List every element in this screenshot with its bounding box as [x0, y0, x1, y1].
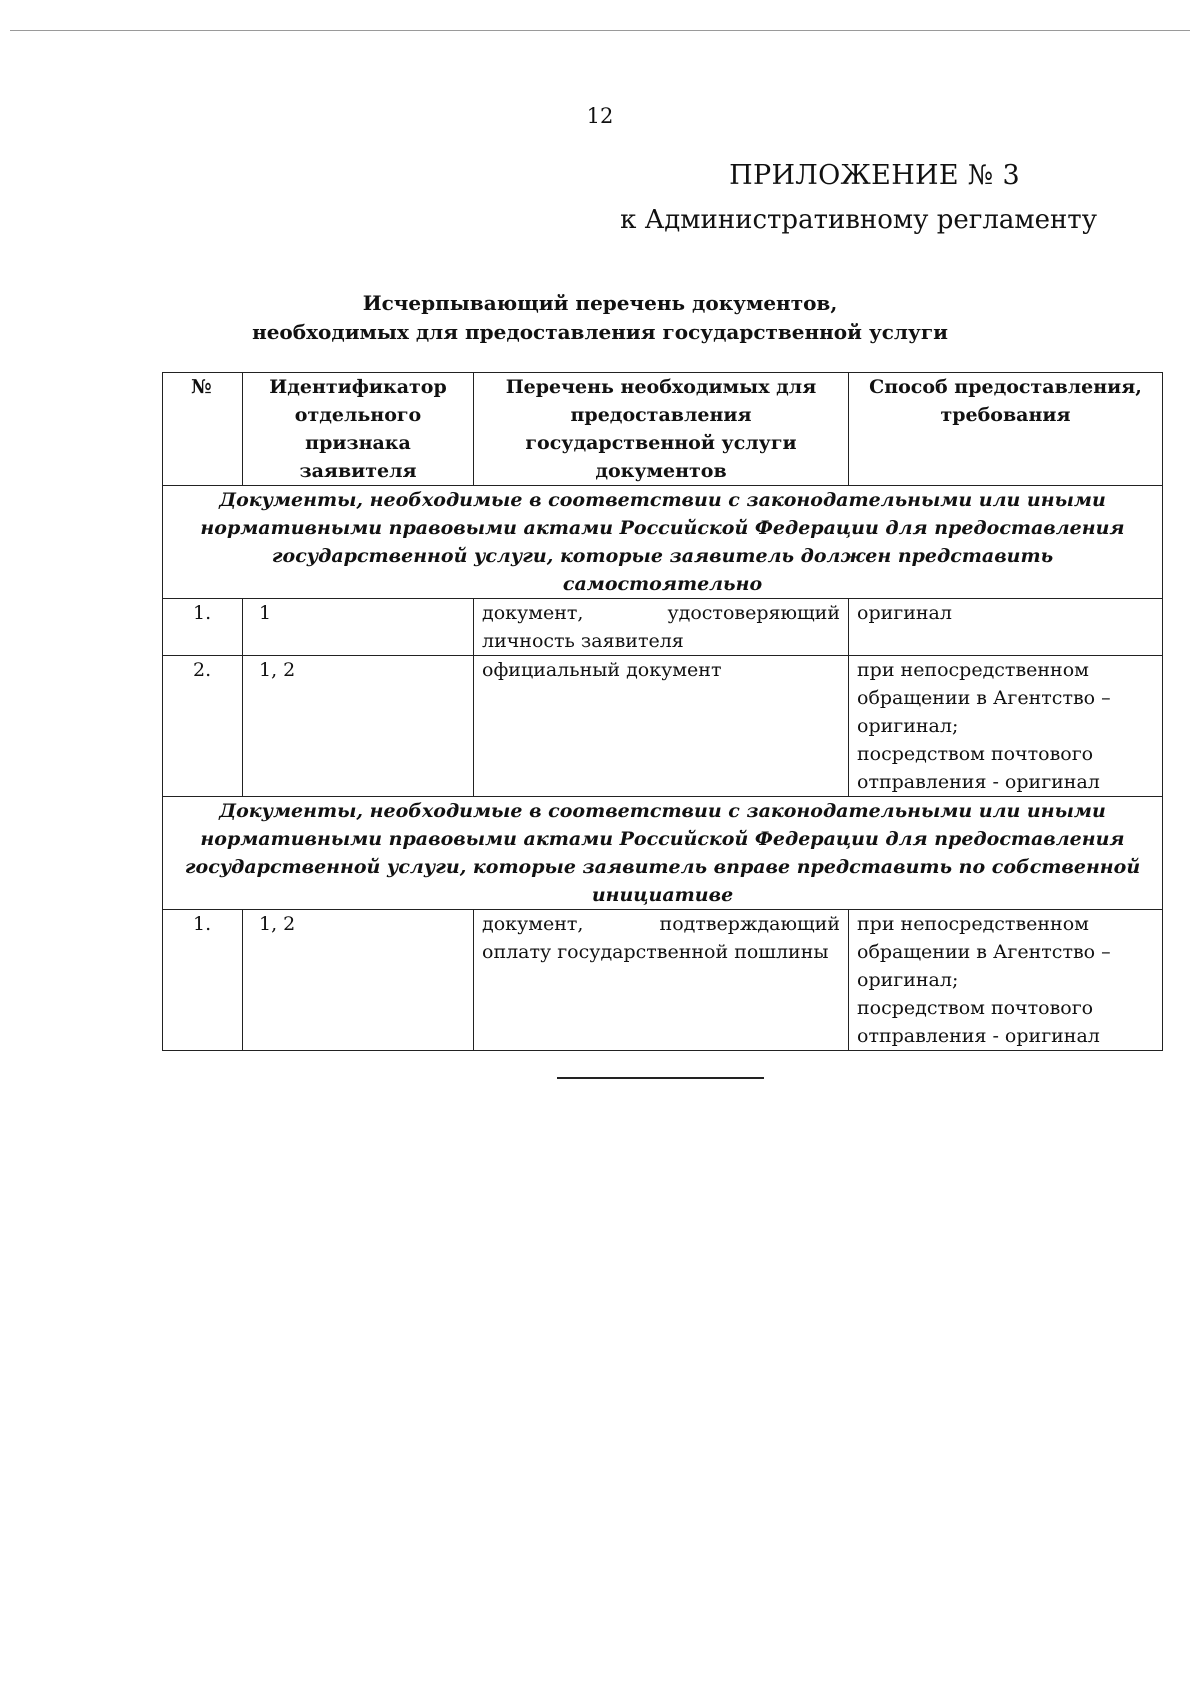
row-document: документ, подтверждающий оплату государственной пошлины	[474, 910, 849, 1051]
section-row	[163, 797, 1163, 910]
page-number: 12	[586, 104, 614, 128]
row-method	[849, 599, 1163, 656]
section-1-title: Документы, необходимые в соответствии с законодательными или иными нормативными правовыми актами Российской Федерации для предоставления государственной услуги, которые заявитель должен представить самостоятельно	[163, 486, 1163, 599]
table-row	[163, 599, 1163, 656]
row-number: 2.	[163, 656, 243, 797]
row-identifier: 1, 2	[243, 656, 474, 797]
header-number: №	[163, 373, 243, 486]
appendix-title: ПРИЛОЖЕНИЕ № 3	[729, 160, 1020, 191]
row-method-line: посредством почтового отправления - оригинал	[857, 743, 1100, 793]
row-method	[849, 910, 1163, 1051]
scan-edge-line	[10, 30, 1190, 31]
row-method-line: при непосредственном обращении в Агентство – оригинал;	[857, 913, 1111, 991]
table-header-row	[163, 373, 1163, 486]
row-document: официальный документ	[474, 656, 849, 797]
row-identifier: 1, 2	[243, 910, 474, 1051]
row-method-line: при непосредственном обращении в Агентство – оригинал;	[857, 659, 1111, 737]
section-2-title: Документы, необходимые в соответствии с законодательными или иными нормативными правовыми актами Российской Федерации для предоставления государственной услуги, которые заявитель вправе представить по собственной инициативе	[163, 797, 1163, 910]
appendix-subtitle: к Административному регламенту	[620, 205, 1097, 235]
documents-table	[162, 372, 1163, 1051]
section-row	[163, 486, 1163, 599]
header-documents: Перечень необходимых для предоставления государственной услуги документов	[474, 373, 849, 486]
header-identifier: Идентификатор отдельного признака заявителя	[243, 373, 474, 486]
document-title	[0, 289, 1200, 347]
row-method-line: оригинал	[857, 602, 952, 624]
row-number: 1.	[163, 599, 243, 656]
document-title-line-1: Исчерпывающий перечень документов,	[362, 291, 838, 315]
table-row	[163, 910, 1163, 1051]
document-title-line-2: необходимых для предоставления государственной услуги	[252, 320, 948, 344]
row-identifier: 1	[243, 599, 474, 656]
row-number: 1.	[163, 910, 243, 1051]
end-divider	[557, 1077, 764, 1079]
header-method: Способ предоставления, требования	[849, 373, 1163, 486]
row-method	[849, 656, 1163, 797]
table-row	[163, 656, 1163, 797]
row-document: документ, удостоверяющий личность заявителя	[474, 599, 849, 656]
row-method-line: посредством почтового отправления - оригинал	[857, 997, 1100, 1047]
